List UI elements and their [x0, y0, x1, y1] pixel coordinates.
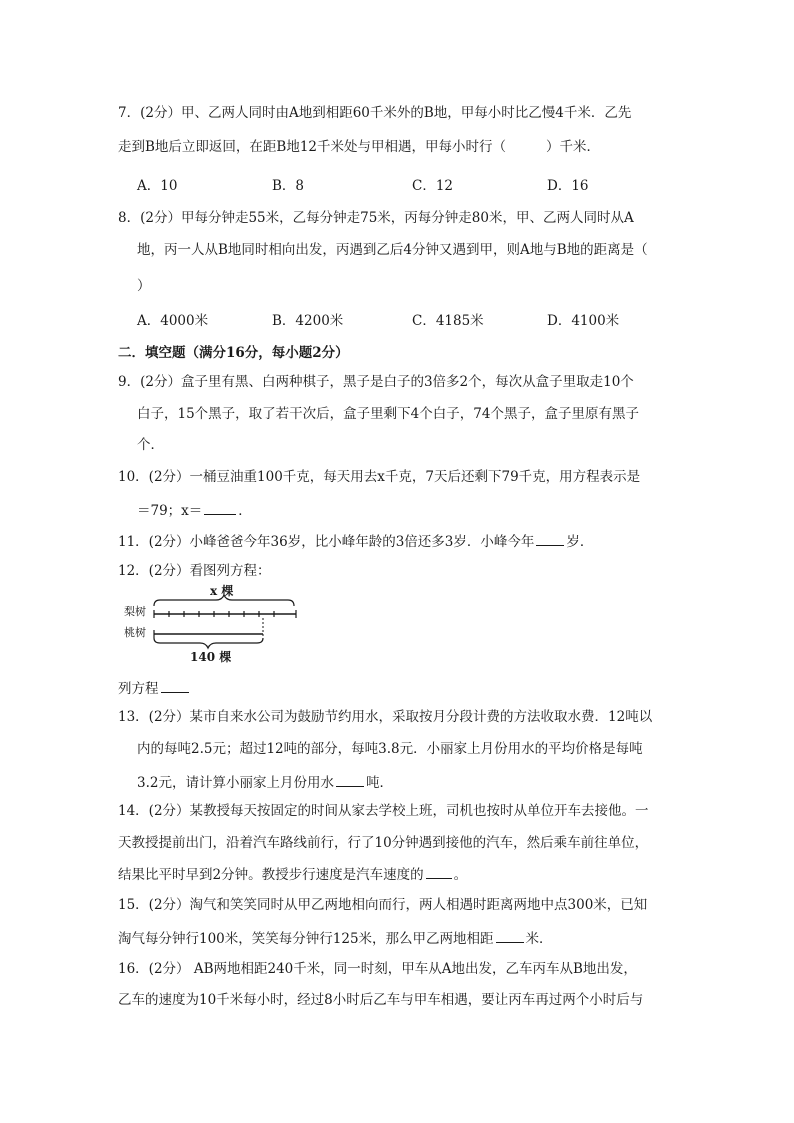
diagram-row2-label: 桃树	[124, 626, 146, 639]
diagram-bottom-label: 140 棵	[190, 650, 232, 664]
q10-line2-end: ．	[238, 503, 252, 519]
q8-line1: 8．(2分）甲每分钟走55米，乙每分钟走75米，丙每分钟走80米，甲、乙两人同时从A	[118, 210, 634, 226]
top-brace	[154, 595, 294, 606]
q14-line3-end: 。	[453, 867, 468, 883]
q9-line1: 9．(2分）盒子里有黑、白两种棋子，黑子是白子的3倍多2个，每次从盒子里取走10个	[118, 374, 634, 390]
q7-line2-end: ）千米．	[546, 139, 601, 155]
q8-option-c[interactable]: C．4185米	[412, 313, 484, 329]
q9-line2: 白子，15个黑子，取了若干次后，盒子里剩下4个白子，74个黑子，盒子里原有黑子	[137, 406, 639, 422]
q15-line2-text: 淘气每分钟行100米，笑笑每分钟行125米，那么甲乙两地相距	[118, 931, 494, 947]
q14-answer-blank[interactable]	[426, 864, 452, 879]
q7-option-c[interactable]: C．12	[412, 178, 454, 194]
section-title-fill-in: 二．填空题（满分16分，每小题2分）	[118, 345, 349, 361]
q7-option-a[interactable]: A．10	[137, 178, 178, 194]
bottom-brace	[154, 638, 263, 648]
q12-line: 12．(2分）看图列方程：	[118, 563, 271, 579]
q10-line1: 10．(2分）一桶豆油重100千克，每天用去x千克，7天后还剩下79千克，用方程表示是	[118, 469, 641, 485]
diagram-top-label: x 棵	[210, 584, 234, 598]
q12-answer-blank[interactable]	[161, 678, 189, 693]
q15-line1: 15．(2分）淘气和笑笑同时从甲乙两地相向而行，两人相遇时距离两地中点300米，已知	[118, 897, 648, 913]
q14-line3	[118, 864, 467, 884]
q15-line2-end: 米．	[525, 931, 553, 947]
q10-line2	[137, 500, 252, 520]
q11-answer-blank[interactable]	[536, 531, 564, 546]
q9-line3: 个．	[137, 437, 164, 453]
q7-options	[137, 177, 697, 195]
q7-option-b[interactable]: B．8	[272, 178, 305, 194]
q8-line3: ）	[137, 278, 151, 294]
q13-line3	[137, 772, 393, 792]
q8-options	[137, 312, 697, 330]
q8-line2: 地，丙一人从B地同时相向出发，丙遇到乙后4分钟又遇到甲，则A地与B地的距离是（	[137, 242, 648, 258]
q13-line1: 13．(2分）某市自来水公司为鼓励节约用水，采取按月分段计费的方法收取水费．12吨以	[118, 709, 653, 725]
q8-option-b[interactable]: B．4200米	[272, 313, 344, 329]
q14-line1: 14．(2分）某教授每天按固定的时间从家去学校上班，司机也按时从单位开车去接他。一	[118, 803, 649, 819]
q7-line2-text: 走到B地后立即返回，在距B地12千米处与甲相遇，甲每小时行（	[118, 139, 507, 155]
q7-line1: 7．(2分）甲、乙两人同时由A地到相距60千米外的B地，甲每小时比乙慢4千米．乙先	[118, 105, 632, 121]
q8-option-d[interactable]: D．4100米	[547, 313, 620, 329]
q11-line	[118, 531, 593, 551]
q7-line2	[118, 138, 600, 156]
q12-line-diagram	[118, 584, 308, 664]
q10-line2-text: ＝79；x＝	[137, 503, 203, 519]
q13-line3-end: 吨．	[365, 775, 393, 791]
q14-line2: 天教授提前出门，沿着汽车路线前行，行了10分钟遇到接他的汽车，然后乘车前往单位，	[118, 835, 649, 851]
q11-text-end: 岁．	[566, 534, 594, 550]
q15-line2	[118, 928, 553, 948]
q14-line3-text: 结果比平时早到2分钟。教授步行速度是汽车速度的	[118, 867, 424, 883]
q7-option-d[interactable]: D．16	[547, 178, 589, 194]
q16-line1: 16．(2分） AB两地相距240千米，同一时刻，甲车从A地出发，乙车丙车从B地出发，	[118, 961, 637, 977]
q13-line2: 内的每吨2.5元；超过12吨的部分，每吨3.8元．小丽家上月份用水的平均价格是每吨	[137, 741, 643, 757]
q13-answer-blank[interactable]	[336, 772, 364, 787]
q11-text: 11．(2分）小峰爸爸今年36岁，比小峰年龄的3倍还多3岁．小峰今年	[118, 534, 535, 550]
q16-line2: 乙车的速度为10千米每小时，经过8小时后乙车与甲车相遇，要让丙车再过两个小时后与	[118, 992, 644, 1008]
q10-answer-blank[interactable]	[204, 500, 236, 515]
q8-option-a[interactable]: A．4000米	[137, 313, 209, 329]
q12-answer-label: 列方程	[118, 681, 159, 697]
q12-answer-line	[118, 678, 191, 698]
q13-line3-text: 3.2元，请计算小丽家上月份用水	[137, 775, 334, 791]
q15-answer-blank[interactable]	[496, 928, 524, 943]
diagram-row1-label: 梨树	[124, 605, 146, 618]
